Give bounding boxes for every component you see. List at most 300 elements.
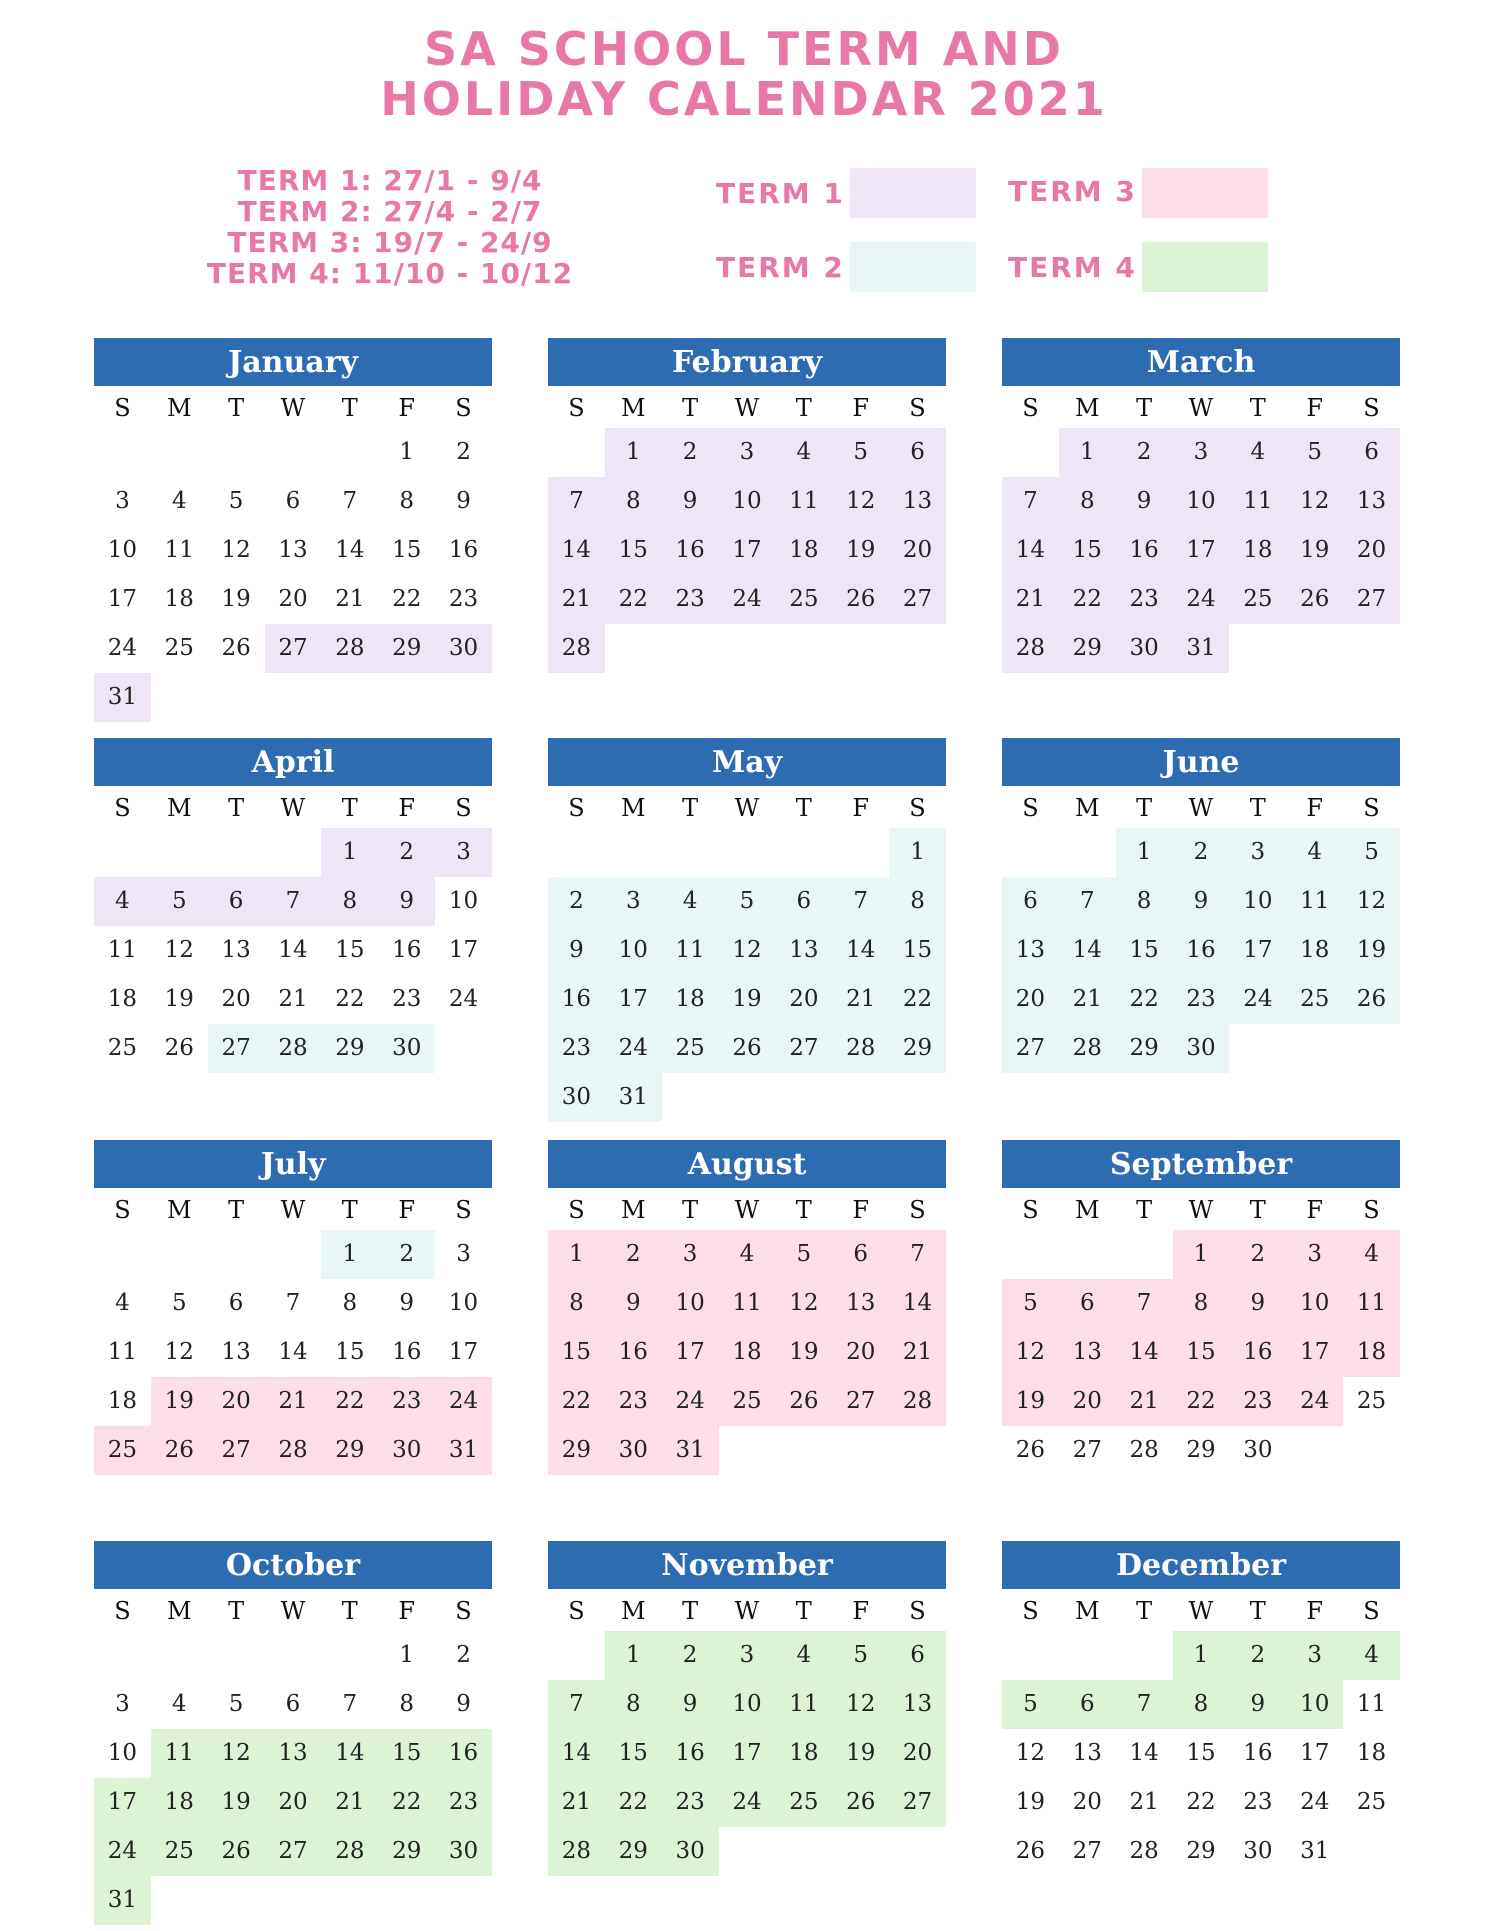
- day-cell: 26: [719, 1024, 776, 1073]
- day-cell: 22: [1173, 1377, 1230, 1426]
- day-cell: 27: [775, 1024, 832, 1073]
- weekday-header: W: [1188, 1597, 1214, 1625]
- month-april: [94, 738, 492, 1128]
- day-cell: 25: [719, 1377, 776, 1426]
- day-cell: 27: [889, 575, 946, 624]
- day-cell: 2: [456, 1642, 471, 1668]
- day-cell: 4: [775, 1631, 832, 1680]
- day-cell: 13: [221, 1339, 251, 1365]
- weekday-header: F: [1306, 794, 1323, 822]
- weekday-header-row: [1002, 788, 1400, 828]
- day-cell: 26: [151, 1426, 208, 1475]
- day-cell: 29: [378, 624, 435, 673]
- day-cell: 6: [1343, 428, 1400, 477]
- day-cell: 22: [378, 1778, 435, 1827]
- day-cell: 1: [889, 828, 946, 877]
- day-cell: 9: [399, 1290, 415, 1316]
- weekday-header: F: [398, 1196, 415, 1224]
- day-cell: 5: [228, 488, 244, 514]
- day-cell: 23: [378, 1377, 435, 1426]
- day-cell: 3: [456, 1241, 471, 1267]
- weekday-header: T: [1136, 1196, 1153, 1224]
- month-june: [1002, 738, 1400, 1128]
- day-cell: 11: [151, 1729, 208, 1778]
- day-cell: 2: [1173, 828, 1230, 877]
- weekday-header: W: [1188, 794, 1214, 822]
- day-cell: 4: [1343, 1631, 1400, 1680]
- day-cell: 10: [1286, 1680, 1343, 1729]
- day-cell: 16: [662, 1729, 719, 1778]
- day-cell: 4: [1286, 828, 1343, 877]
- day-cell: 11: [164, 537, 194, 563]
- term-3-dates: TERM 3: 19/7 - 24/9: [227, 226, 553, 259]
- day-cell: 17: [107, 586, 138, 612]
- day-cell: 30: [662, 1827, 719, 1876]
- calendar-title: [0, 24, 1488, 124]
- weekday-header-row: [1002, 388, 1400, 428]
- day-cell: 15: [335, 1339, 365, 1365]
- weekday-header: W: [1188, 394, 1214, 422]
- day-cell: 21: [832, 975, 889, 1024]
- day-cell: 20: [265, 1778, 322, 1827]
- month-header: June: [1002, 738, 1400, 786]
- day-cell: 12: [1015, 1740, 1046, 1766]
- day-cell: 19: [832, 526, 889, 575]
- day-cell: 14: [1002, 526, 1059, 575]
- day-cell: 7: [1116, 1279, 1173, 1328]
- day-cell: 7: [1116, 1680, 1173, 1729]
- day-cell: 14: [278, 1339, 308, 1365]
- title-line-2: HOLIDAY CALENDAR 2021: [380, 72, 1108, 126]
- day-cell: 30: [605, 1426, 662, 1475]
- day-cell: 4: [94, 877, 151, 926]
- day-cell: 16: [392, 1339, 422, 1365]
- day-cell: 9: [605, 1279, 662, 1328]
- day-cell: 31: [94, 1876, 151, 1925]
- day-cell: 2: [662, 428, 719, 477]
- day-cell: 22: [1059, 575, 1116, 624]
- day-cell: 21: [278, 986, 308, 1012]
- day-cell: 12: [164, 1339, 194, 1365]
- day-cell: 20: [208, 1377, 265, 1426]
- weekday-header: T: [341, 394, 358, 422]
- day-cell: 1: [399, 1642, 415, 1668]
- day-cell: 31: [94, 673, 151, 722]
- day-cell: 5: [719, 877, 776, 926]
- weekday-header: T: [341, 1196, 358, 1224]
- day-cell: 5: [1002, 1680, 1059, 1729]
- day-cell: 12: [775, 1279, 832, 1328]
- day-cell: 1: [605, 428, 662, 477]
- day-cell: 7: [342, 488, 358, 514]
- day-cell: 27: [889, 1778, 946, 1827]
- month-header: February: [548, 338, 946, 386]
- day-cell: 9: [378, 877, 435, 926]
- weekday-header: T: [341, 794, 358, 822]
- day-cell: 8: [605, 477, 662, 526]
- weekday-header-row: [94, 1190, 492, 1230]
- day-cell: 6: [889, 1631, 946, 1680]
- weekday-header: T: [682, 1196, 699, 1224]
- weekday-header: T: [1249, 1597, 1266, 1625]
- day-grid: [1002, 428, 1400, 728]
- day-cell: 30: [1173, 1024, 1230, 1073]
- day-cell: 8: [399, 1691, 415, 1717]
- day-cell: 22: [889, 975, 946, 1024]
- weekday-header: S: [114, 1597, 131, 1625]
- day-cell: 18: [1286, 926, 1343, 975]
- day-cell: 6: [889, 428, 946, 477]
- weekday-header: M: [166, 1597, 192, 1625]
- day-grid: [1002, 828, 1400, 1128]
- weekday-header-row: [94, 788, 492, 828]
- day-cell: 5: [775, 1230, 832, 1279]
- day-cell: 16: [605, 1328, 662, 1377]
- day-cell: 13: [775, 926, 832, 975]
- weekday-header: M: [620, 1196, 646, 1224]
- day-cell: 26: [1015, 1437, 1046, 1463]
- day-cell: 31: [1300, 1838, 1330, 1864]
- day-cell: 15: [1173, 1328, 1230, 1377]
- weekday-header: T: [228, 1196, 245, 1224]
- day-cell: 1: [321, 828, 378, 877]
- day-cell: 9: [1229, 1279, 1286, 1328]
- day-cell: 11: [1229, 477, 1286, 526]
- legend-term-4-label: TERM 4: [1008, 251, 1137, 284]
- day-cell: 8: [1116, 877, 1173, 926]
- day-cell: 20: [221, 986, 251, 1012]
- day-cell: 23: [662, 575, 719, 624]
- day-cell: 16: [1229, 1328, 1286, 1377]
- day-cell: 10: [662, 1279, 719, 1328]
- day-cell: 4: [115, 1290, 130, 1316]
- weekday-header: T: [682, 394, 699, 422]
- day-cell: 21: [1059, 975, 1116, 1024]
- day-cell: 18: [1356, 1740, 1387, 1766]
- day-cell: 5: [1002, 1279, 1059, 1328]
- day-cell: 14: [832, 926, 889, 975]
- day-cell: 14: [1116, 1328, 1173, 1377]
- legend-term-2-swatch: [850, 242, 976, 292]
- day-cell: 20: [889, 1729, 946, 1778]
- day-cell: 11: [1356, 1691, 1387, 1717]
- month-november: [548, 1541, 946, 1931]
- weekday-header-row: [1002, 1591, 1400, 1631]
- month-march: [1002, 338, 1400, 728]
- day-cell: 25: [1356, 1388, 1387, 1414]
- day-cell: 24: [719, 1778, 776, 1827]
- day-cell: 12: [208, 1729, 265, 1778]
- day-cell: 27: [832, 1377, 889, 1426]
- weekday-header: S: [909, 394, 926, 422]
- month-july: [94, 1140, 492, 1530]
- day-cell: 13: [278, 537, 308, 563]
- day-cell: 14: [321, 1729, 378, 1778]
- day-cell: 11: [775, 477, 832, 526]
- day-cell: 19: [1286, 526, 1343, 575]
- day-cell: 17: [719, 526, 776, 575]
- weekday-header: W: [734, 394, 760, 422]
- day-cell: 23: [662, 1778, 719, 1827]
- day-cell: 16: [1116, 526, 1173, 575]
- day-cell: 30: [1116, 624, 1173, 673]
- day-cell: 4: [775, 428, 832, 477]
- day-cell: 7: [548, 477, 605, 526]
- legend-term-1-swatch: [850, 168, 976, 218]
- day-cell: 16: [1243, 1740, 1273, 1766]
- weekday-header: W: [280, 394, 306, 422]
- day-cell: 21: [1116, 1377, 1173, 1426]
- weekday-header: T: [228, 394, 245, 422]
- day-cell: 22: [392, 586, 422, 612]
- day-cell: 25: [1286, 975, 1343, 1024]
- day-grid: [548, 1631, 946, 1931]
- day-cell: 31: [435, 1426, 492, 1475]
- day-cell: 15: [392, 537, 422, 563]
- day-cell: 14: [1129, 1740, 1159, 1766]
- day-cell: 12: [1286, 477, 1343, 526]
- month-header: November: [548, 1541, 946, 1589]
- day-cell: 6: [228, 1290, 244, 1316]
- day-cell: 14: [1059, 926, 1116, 975]
- weekday-header: S: [909, 794, 926, 822]
- weekday-header: S: [1022, 1597, 1039, 1625]
- legend-term-3-swatch: [1142, 168, 1268, 218]
- day-cell: 26: [221, 635, 251, 661]
- day-cell: 20: [278, 586, 308, 612]
- day-cell: 28: [889, 1377, 946, 1426]
- day-cell: 7: [889, 1230, 946, 1279]
- day-cell: 21: [548, 575, 605, 624]
- day-cell: 3: [719, 1631, 776, 1680]
- day-cell: 18: [662, 975, 719, 1024]
- day-cell: 15: [1059, 526, 1116, 575]
- day-cell: 24: [1300, 1789, 1330, 1815]
- day-cell: 5: [228, 1691, 244, 1717]
- day-cell: 10: [107, 1740, 138, 1766]
- weekday-header: W: [280, 794, 306, 822]
- day-cell: 19: [164, 986, 194, 1012]
- day-cell: 1: [1116, 828, 1173, 877]
- day-cell: 23: [1116, 575, 1173, 624]
- weekday-header: S: [455, 1196, 472, 1224]
- day-cell: 1: [399, 439, 415, 465]
- day-cell: 27: [265, 1827, 322, 1876]
- day-cell: 3: [435, 828, 492, 877]
- day-grid: [548, 828, 946, 1128]
- weekday-header: T: [341, 1597, 358, 1625]
- day-cell: 2: [1229, 1230, 1286, 1279]
- day-cell: 27: [1072, 1437, 1102, 1463]
- day-cell: 23: [605, 1377, 662, 1426]
- day-cell: 19: [208, 1778, 265, 1827]
- day-cell: 21: [1002, 575, 1059, 624]
- weekday-header-row: [94, 1591, 492, 1631]
- month-august: [548, 1140, 946, 1530]
- month-january: [94, 338, 492, 728]
- day-cell: 11: [775, 1680, 832, 1729]
- day-cell: 18: [107, 986, 138, 1012]
- day-cell: 19: [832, 1729, 889, 1778]
- day-cell: 16: [392, 937, 422, 963]
- day-cell: 22: [548, 1377, 605, 1426]
- day-grid: [1002, 1230, 1400, 1530]
- day-cell: 3: [1229, 828, 1286, 877]
- day-cell: 25: [1356, 1789, 1387, 1815]
- weekday-header: T: [1136, 794, 1153, 822]
- day-cell: 29: [378, 1827, 435, 1876]
- weekday-header: S: [1022, 1196, 1039, 1224]
- day-cell: 2: [378, 828, 435, 877]
- day-cell: 28: [1129, 1437, 1159, 1463]
- weekday-header: S: [1363, 1196, 1380, 1224]
- weekday-header: S: [1363, 394, 1380, 422]
- day-cell: 11: [662, 926, 719, 975]
- day-cell: 8: [548, 1279, 605, 1328]
- day-cell: 6: [285, 488, 301, 514]
- day-cell: 24: [448, 986, 479, 1012]
- weekday-header: M: [620, 1597, 646, 1625]
- weekday-header: F: [1306, 394, 1323, 422]
- weekday-header: W: [734, 1597, 760, 1625]
- day-cell: 22: [1186, 1789, 1216, 1815]
- day-cell: 24: [94, 1827, 151, 1876]
- legend-term-3-label: TERM 3: [1008, 175, 1137, 208]
- day-cell: 18: [775, 526, 832, 575]
- weekday-header: T: [1136, 1597, 1153, 1625]
- day-cell: 27: [265, 624, 322, 673]
- day-cell: 2: [456, 439, 471, 465]
- day-cell: 7: [548, 1680, 605, 1729]
- day-cell: 2: [378, 1230, 435, 1279]
- day-cell: 30: [1243, 1838, 1273, 1864]
- day-cell: 12: [1002, 1328, 1059, 1377]
- weekday-header: S: [455, 1597, 472, 1625]
- weekday-header: M: [620, 794, 646, 822]
- day-cell: 30: [1243, 1437, 1273, 1463]
- weekday-header: F: [852, 1196, 869, 1224]
- day-cell: 20: [1002, 975, 1059, 1024]
- day-grid: [94, 428, 492, 728]
- day-cell: 28: [321, 624, 378, 673]
- day-cell: 3: [115, 488, 130, 514]
- term-4-dates: TERM 4: 11/10 - 10/12: [206, 257, 574, 290]
- weekday-header: S: [114, 794, 131, 822]
- day-cell: 27: [1072, 1838, 1102, 1864]
- day-cell: 2: [548, 877, 605, 926]
- day-cell: 21: [265, 1377, 322, 1426]
- day-cell: 22: [605, 575, 662, 624]
- weekday-header: F: [852, 1597, 869, 1625]
- day-cell: 14: [278, 937, 308, 963]
- day-cell: 14: [889, 1279, 946, 1328]
- weekday-header-row: [94, 388, 492, 428]
- day-cell: 23: [392, 986, 422, 1012]
- day-cell: 24: [1229, 975, 1286, 1024]
- day-cell: 21: [1129, 1789, 1159, 1815]
- day-cell: 12: [832, 477, 889, 526]
- day-cell: 2: [662, 1631, 719, 1680]
- day-cell: 17: [94, 1778, 151, 1827]
- day-cell: 17: [719, 1729, 776, 1778]
- month-header: April: [94, 738, 492, 786]
- day-cell: 7: [265, 877, 322, 926]
- day-cell: 23: [1243, 1789, 1273, 1815]
- day-cell: 13: [1002, 926, 1059, 975]
- weekday-header: W: [734, 794, 760, 822]
- weekday-header: W: [280, 1597, 306, 1625]
- day-cell: 16: [448, 537, 479, 563]
- day-cell: 23: [548, 1024, 605, 1073]
- term-1-dates: TERM 1: 27/1 - 9/4: [237, 164, 543, 197]
- month-december: [1002, 1541, 1400, 1931]
- month-header: May: [548, 738, 946, 786]
- day-cell: 8: [342, 1290, 358, 1316]
- weekday-header: T: [682, 1597, 699, 1625]
- weekday-header: S: [455, 794, 472, 822]
- day-cell: 20: [1072, 1789, 1102, 1815]
- weekday-header: M: [166, 394, 192, 422]
- day-cell: 28: [832, 1024, 889, 1073]
- day-cell: 7: [1002, 477, 1059, 526]
- day-cell: 10: [719, 477, 776, 526]
- day-cell: 24: [435, 1377, 492, 1426]
- day-cell: 1: [321, 1230, 378, 1279]
- day-cell: 16: [548, 975, 605, 1024]
- day-cell: 23: [1229, 1377, 1286, 1426]
- day-cell: 25: [1229, 575, 1286, 624]
- weekday-header: S: [1022, 394, 1039, 422]
- day-cell: 29: [321, 1426, 378, 1475]
- day-cell: 9: [456, 1691, 471, 1717]
- day-cell: 9: [456, 488, 471, 514]
- day-cell: 8: [321, 877, 378, 926]
- day-cell: 21: [548, 1778, 605, 1827]
- day-cell: 16: [435, 1729, 492, 1778]
- day-cell: 16: [1173, 926, 1230, 975]
- day-cell: 10: [605, 926, 662, 975]
- day-cell: 27: [208, 1024, 265, 1073]
- day-cell: 13: [221, 937, 251, 963]
- day-cell: 9: [1229, 1680, 1286, 1729]
- month-header: December: [1002, 1541, 1400, 1589]
- day-cell: 19: [1343, 926, 1400, 975]
- day-cell: 3: [605, 877, 662, 926]
- day-cell: 18: [1343, 1328, 1400, 1377]
- month-header: August: [548, 1140, 946, 1188]
- weekday-header: W: [280, 1196, 306, 1224]
- weekday-header: T: [795, 394, 812, 422]
- day-cell: 26: [1343, 975, 1400, 1024]
- day-cell: 6: [208, 877, 265, 926]
- day-cell: 11: [107, 1339, 138, 1365]
- day-cell: 14: [548, 526, 605, 575]
- day-cell: 2: [1116, 428, 1173, 477]
- day-cell: 21: [889, 1328, 946, 1377]
- day-cell: 11: [1286, 877, 1343, 926]
- day-cell: 31: [662, 1426, 719, 1475]
- day-cell: 24: [1173, 575, 1230, 624]
- month-header: January: [94, 338, 492, 386]
- day-cell: 23: [435, 1778, 492, 1827]
- weekday-header: M: [1074, 794, 1100, 822]
- day-cell: 10: [1286, 1279, 1343, 1328]
- day-cell: 11: [719, 1279, 776, 1328]
- day-cell: 9: [1116, 477, 1173, 526]
- weekday-header: T: [228, 794, 245, 822]
- weekday-header: T: [1249, 794, 1266, 822]
- day-cell: 17: [662, 1328, 719, 1377]
